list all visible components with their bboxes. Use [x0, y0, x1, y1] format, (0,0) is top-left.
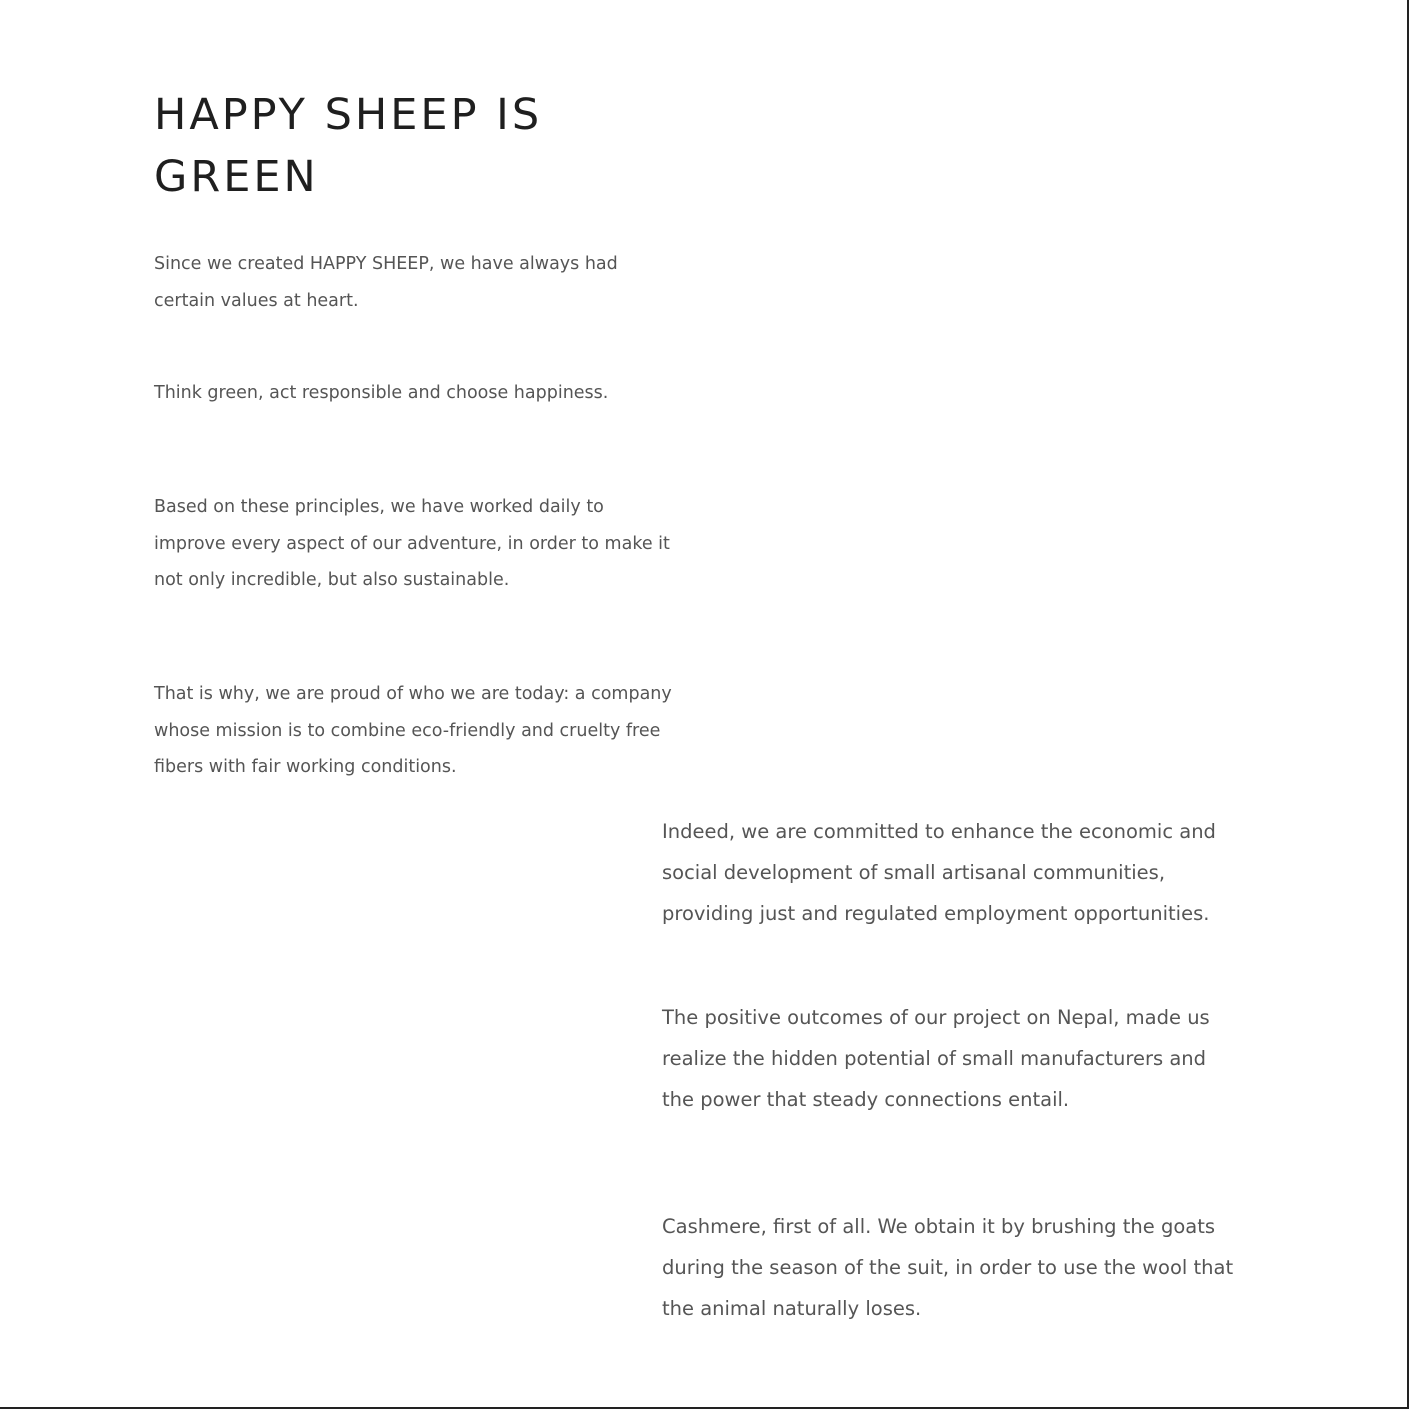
paragraph-line: the animal naturally loses.	[662, 1297, 922, 1320]
paragraph-line: fibers with fair working conditions.	[154, 757, 457, 777]
paragraph-commitment	[662, 811, 1282, 934]
paragraph-line: realize the hidden potential of small manufacturers and	[662, 1047, 1207, 1070]
paragraph-line: certain values at heart.	[154, 290, 359, 311]
paragraph-line: during the season of the suit, in order to use the wool that	[662, 1256, 1234, 1279]
paragraph-motto	[154, 375, 714, 412]
paragraph-line: the power that steady connections entail.	[662, 1088, 1070, 1111]
paragraph-line: whose mission is to combine eco-friendly and cruelty free	[154, 720, 661, 741]
paragraph-nepal-project	[662, 997, 1282, 1120]
paragraph-line: improve every aspect of our adventure, in order to make it	[154, 533, 670, 554]
paragraph-cashmere	[662, 1206, 1282, 1329]
paragraph-line: Cashmere, first of all. We obtain it by brushing the goats	[662, 1215, 1216, 1238]
paragraph-line: not only incredible, but also sustainable.	[154, 570, 510, 590]
paragraph-line: social development of small artisanal communities,	[662, 861, 1166, 884]
paragraph-values-intro	[154, 246, 714, 319]
paragraph-line: Based on these principles, we have worked daily to	[154, 497, 604, 517]
paragraph-line: The positive outcomes of our project on Nepal, made us	[662, 1006, 1210, 1029]
page-title-line: HAPPY SHEEP IS	[154, 90, 543, 140]
paragraph-line: Since we created HAPPY SHEEP, we have always had	[154, 254, 618, 274]
paragraph-line: Indeed, we are committed to enhance the economic and	[662, 820, 1216, 843]
paragraph-principles	[154, 489, 714, 599]
page-title-line: GREEN	[154, 152, 319, 202]
paragraph-line: Think green, act responsible and choose happiness.	[154, 383, 609, 403]
paragraph-line: That is why, we are proud of who we are today: a company	[154, 684, 672, 704]
page-title	[154, 84, 674, 208]
paragraph-mission	[154, 676, 714, 786]
paragraph-line: providing just and regulated employment opportunities.	[662, 902, 1210, 925]
